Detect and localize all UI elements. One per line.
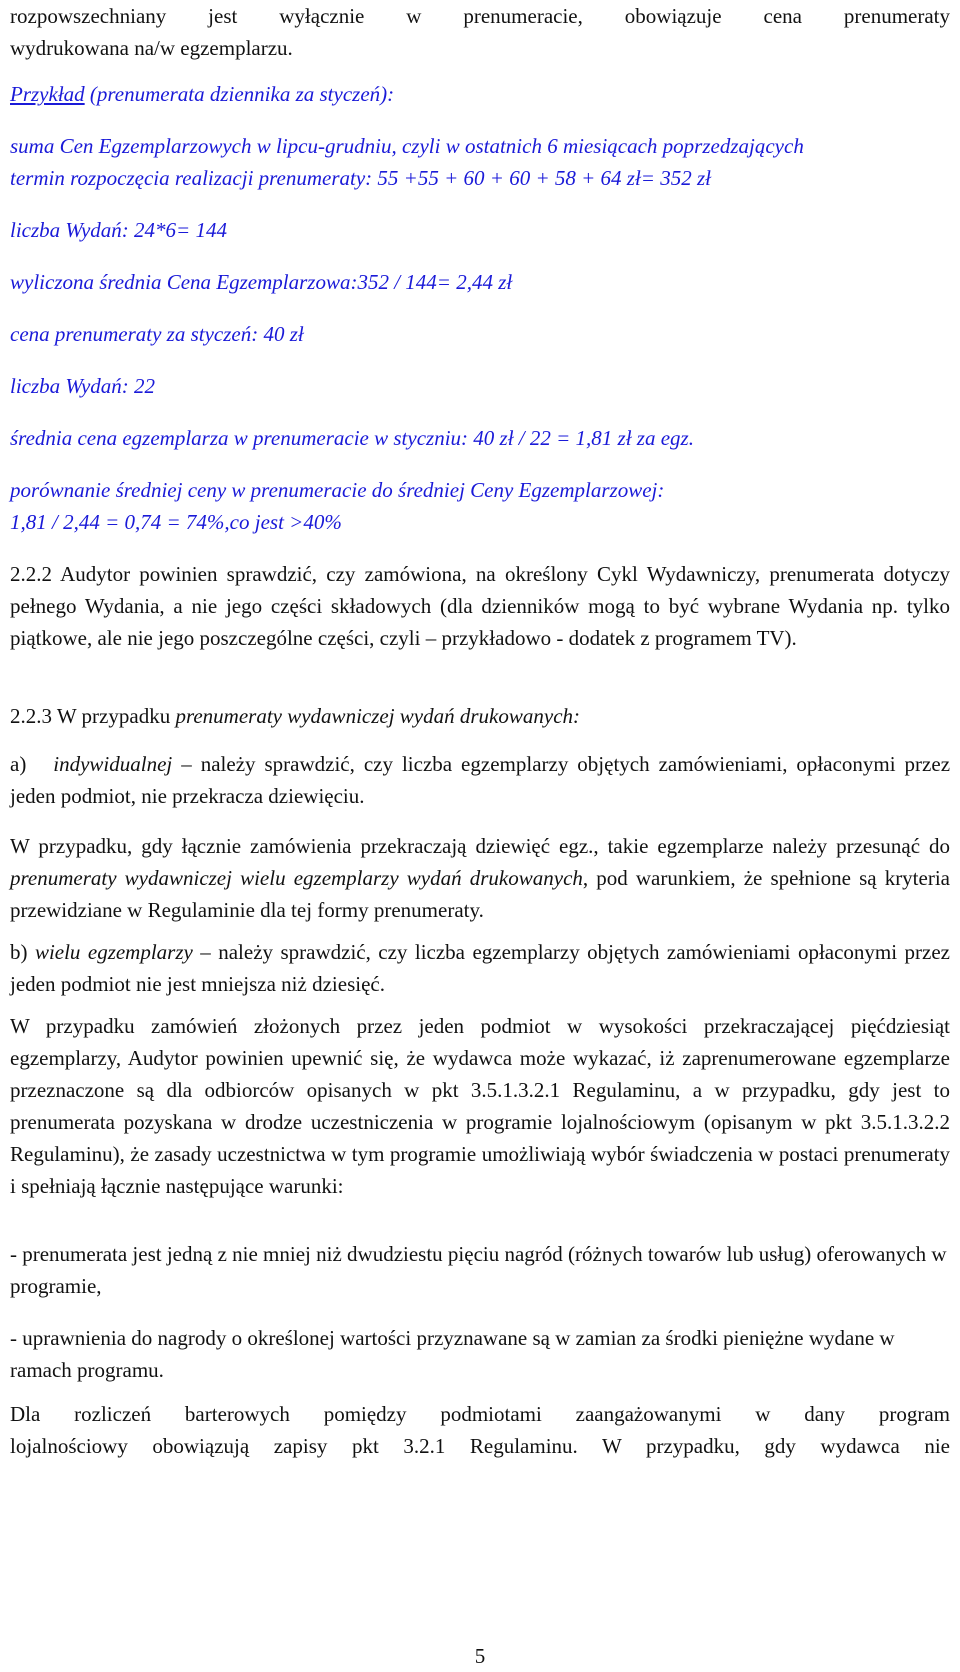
item-b-italic: wielu egzemplarzy (34, 940, 193, 964)
barter-line-1: Dla rozliczeń barterowych pomiędzy podmiotami zaangażowanymi w dany program (10, 1402, 950, 1426)
example-sum (10, 130, 950, 194)
barter-line-2: lojalnościowy obowiązują zapisy pkt 3.2.1 Regulaminu. W przypadku, gdy wydawca nie (10, 1434, 950, 1458)
transfer-italic: prenumeraty wydawniczej wielu egzemplarzy wydań drukowanych (10, 866, 583, 890)
example-issues: liczba Wydań: 24*6= 144 (10, 218, 227, 242)
intro-line-2: wydrukowana na/w egzemplarzu. (10, 36, 293, 60)
item-a (10, 748, 950, 812)
example-sum-line-2: termin rozpoczęcia realizacji prenumeraty: 55 +55 + 60 + 60 + 58 + 64 zł= 352 zł (10, 166, 711, 190)
item-a-label: a) (10, 752, 27, 776)
example-heading (10, 78, 950, 110)
item-b-text: – należy sprawdzić, czy liczba egzemplarzy objętych zamówieniami opłaconymi przez jeden podmiot nie jest mniejsza niż dziesięć. (10, 940, 950, 996)
transfer-text-2: , pod warunkiem, że spełnione są kryteria przewidziane w Regulaminie dla tej formy prenumeraty. (10, 866, 950, 922)
item-a-text: – należy sprawdzić, czy liczba egzemplarzy objętych zamówieniami, opłaconymi przez jeden podmiot, nie przekracza dziewięciu. (10, 752, 951, 808)
example-issues-january: liczba Wydań: 22 (10, 374, 156, 398)
example-average-subscription: średnia cena egzemplarza w prenumeracie w styczniu: 40 zł / 22 = 1,81 zł za egz. (10, 426, 694, 450)
example-comparison-line-1: porównanie średniej ceny w prenumeracie do średniej Ceny Egzemplarzowej: (10, 478, 665, 502)
example-comparison-line-2: 1,81 / 2,44 = 0,74 = 74%,co jest >40% (10, 510, 342, 534)
section-2-2-3-heading (10, 700, 950, 732)
section-2-2-2: 2.2.2 Audytor powinien sprawdzić, czy zamówiona, na określony Cykl Wydawniczy, prenumerata dotyczy pełnego Wydania, a nie jego części składowych (dla dzienników mogą to być wybrane Wydania np. tylko piątkowe, ale nie jego poszczególne części, czyli – przykładowo - dodatek z programem TV). (10, 562, 950, 650)
barter-paragraph (10, 1398, 950, 1462)
section-2-2-3-prefix: 2.2.3 W przypadku (10, 704, 176, 728)
example-average: wyliczona średnia Cena Egzemplarzowa:352 / 144= 2,44 zł (10, 270, 513, 294)
section-2-2-3-italic: prenumeraty wydawniczej wydań drukowanych: (175, 704, 581, 728)
item-b-label: b) (10, 940, 35, 964)
example-heading-rest: (prenumerata dziennika za styczeń): (84, 82, 395, 106)
item-a-italic: indywidualnej (53, 752, 173, 776)
bullet-1: - prenumerata jest jedną z nie mniej niż dwudziestu pięciu nagród (różnych towarów lub usług) oferowanych w programie, (10, 1242, 947, 1298)
example-subscription-price: cena prenumeraty za styczeń: 40 zł (10, 322, 304, 346)
item-b (10, 936, 950, 1000)
intro-line-1: rozpowszechniany jest wyłącznie w prenumeracie, obowiązuje cena prenumeraty (10, 4, 950, 28)
transfer-paragraph (10, 830, 950, 926)
example-heading-link[interactable]: Przykład (10, 82, 85, 106)
fifty-copies-paragraph: W przypadku zamówień złożonych przez jeden podmiot w wysokości przekraczającej pięćdziesiąt egzemplarzy, Audytor powinien upewnić się, że wydawca może wykazać, iż zaprenumerowane egzemplarze przeznaczone są dla odbiorców opisanych w pkt 3.5.1.3.2.1 Regulaminu, a w przypadku, gdy jest to prenumerata pozyskana w drodze uczestniczenia w programie lojalnościowym (opisanym w pkt 3.5.1.3.2.2 Regulaminu), że zasady uczestnictwa w tym programie umożliwiają wybór świadczenia w postaci prenumeraty i spełniają łącznie następujące warunki: (10, 1014, 950, 1198)
example-sum-line-1: suma Cen Egzemplarzowych w lipcu-grudniu, czyli w ostatnich 6 miesiącach poprzedzających (10, 134, 804, 158)
example-comparison (10, 474, 950, 538)
page-number: 5 (474, 1644, 486, 1668)
transfer-text-1: W przypadku, gdy łącznie zamówienia przekraczają dziewięć egz., takie egzemplarze należy przesunąć do (10, 834, 950, 858)
bullet-2: - uprawnienia do nagrody o określonej wartości przyznawane są w zamian za środki pieniężne wydane w ramach programu. (10, 1326, 895, 1382)
intro-paragraph (10, 0, 950, 64)
